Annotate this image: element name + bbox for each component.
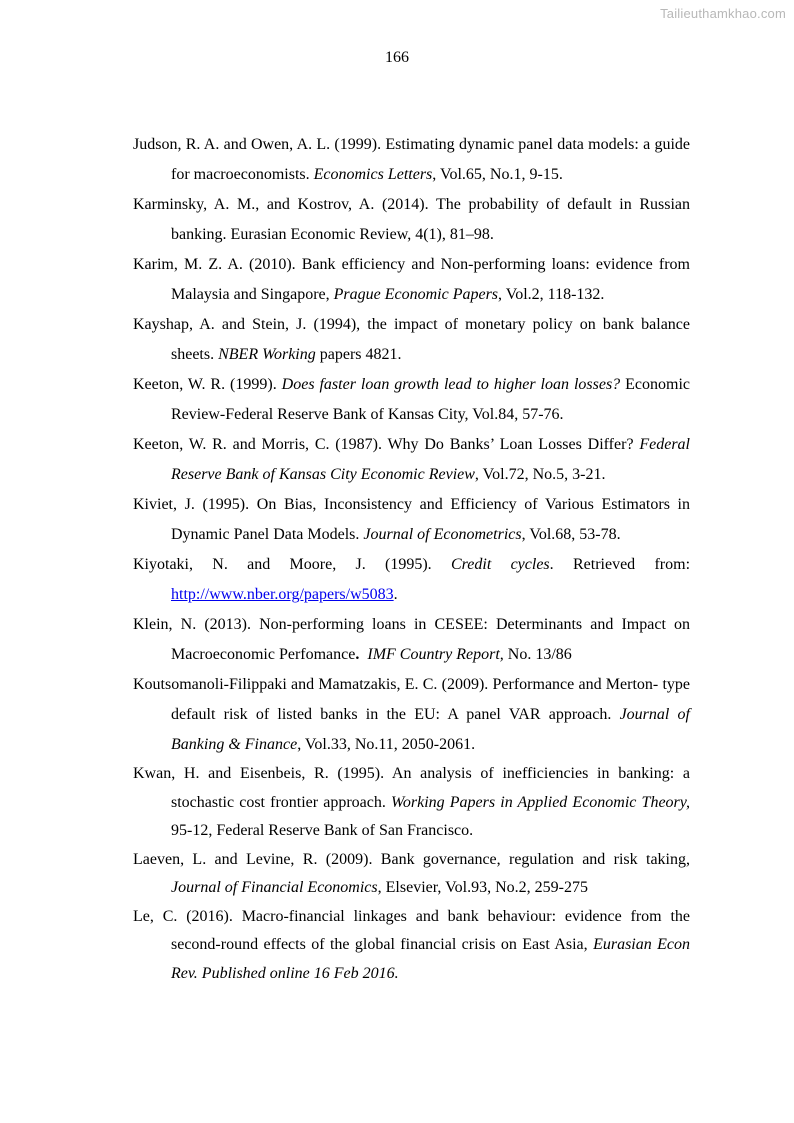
journal-title: Journal of Econometrics bbox=[363, 526, 522, 543]
reference-text: , Vol.33, No.11, 2050-2061. bbox=[297, 736, 476, 753]
reference-item bbox=[133, 670, 690, 760]
reference-item bbox=[133, 490, 690, 550]
reference-text: , Vol.68, 53-78. bbox=[521, 526, 621, 543]
reference-text: Laeven, L. and Levine, R. (2009). Bank governance, regulation and risk taking, bbox=[133, 850, 690, 868]
article-title: Does faster loan growth lead to higher loan losses? bbox=[281, 376, 621, 393]
reference-item bbox=[133, 550, 690, 610]
reference-item bbox=[133, 130, 690, 190]
reference-text: , Vol.65, No.1, 9-15. bbox=[432, 166, 563, 183]
reference-text: . Retrieved from: bbox=[549, 556, 691, 573]
article-title: Credit cycles bbox=[450, 556, 550, 573]
journal-title: Working Papers in Applied Economic Theory, bbox=[391, 793, 690, 811]
reference-text: 95-12, Federal Reserve Bank of San Francisco. bbox=[171, 822, 474, 839]
reference-text: papers 4821. bbox=[315, 346, 402, 363]
reference-item bbox=[133, 760, 690, 846]
journal-title: Journal of Banking & Finance bbox=[171, 706, 690, 753]
reference-text: , Vol.2, 118-132. bbox=[498, 286, 605, 303]
reference-item bbox=[133, 310, 690, 370]
reference-text: , Elsevier, Vol.93, No.2, 259-275 bbox=[377, 879, 588, 896]
reference-text: . bbox=[393, 586, 398, 603]
reference-text: Kayshap, A. and Stein, J. (1994), the impact of monetary policy on bank balance sheets. bbox=[133, 316, 690, 363]
reference-item bbox=[133, 610, 690, 670]
reference-text: Kwan, H. and Eisenbeis, R. (1995). An analysis of inefficiencies in banking: a stochastic cost frontier approach. bbox=[133, 765, 690, 811]
journal-title: Economics Letters bbox=[313, 166, 433, 183]
reference-item bbox=[133, 250, 690, 310]
reference-text: Klein, N. (2013). Non-performing loans in CESEE: Determinants and Impact on Macroeconomic Perfomance bbox=[133, 616, 690, 663]
reference-item bbox=[133, 370, 690, 430]
reference-text: Kiviet, J. (1995). On Bias, Inconsistency and Efficiency of Various Estimators in Dynamic Panel Data Models. bbox=[133, 496, 690, 543]
reference-list bbox=[133, 130, 690, 988]
reference-item bbox=[133, 430, 690, 490]
reference-link[interactable]: http://www.nber.org/papers/w5083 bbox=[171, 586, 394, 603]
reference-text: Keeton, W. R. (1999). bbox=[133, 376, 282, 393]
reference-text: Judson, R. A. and Owen, A. L. (1999). Estimating dynamic panel data models: a guide for macroeconomists. bbox=[133, 136, 690, 183]
reference-item bbox=[133, 903, 690, 989]
journal-title: NBER Working bbox=[218, 346, 316, 363]
reference-text: Karim, M. Z. A. (2010). Bank efficiency and Non-performing loans: evidence from Malaysia and Singapore, bbox=[133, 256, 690, 303]
watermark: Tailieuthamkhao.com bbox=[660, 6, 786, 21]
reference-text: Kiyotaki, N. and Moore, J. (1995). bbox=[133, 556, 451, 573]
reference-text: No. 13/86 bbox=[503, 646, 572, 663]
journal-title: Prague Economic Papers bbox=[333, 286, 499, 303]
journal-title: Eurasian Econ Rev. Published online 16 Feb 2016. bbox=[171, 936, 691, 982]
reference-punctuation: . bbox=[355, 646, 360, 663]
reference-item bbox=[133, 190, 690, 250]
reference-text: Karminsky, A. M., and Kostrov, A. (2014). The probability of default in Russian banking. Eurasian Economic Review, 4(1), 81–98. bbox=[133, 196, 690, 243]
journal-title: Journal of Financial Economics bbox=[171, 879, 378, 896]
reference-text: Le, C. (2016). Macro-financial linkages and bank behaviour: evidence from the second-round effects of the global financial crisis on East Asia, bbox=[133, 907, 690, 953]
journal-title: Federal Reserve Bank of Kansas City Economic Review bbox=[171, 436, 690, 483]
reference-text: Economic Review-Federal Reserve Bank of Kansas City, Vol.84, 57-76. bbox=[171, 376, 690, 423]
page-number: 166 bbox=[385, 49, 409, 66]
reference-text: , Vol.72, No.5, 3-21. bbox=[474, 466, 606, 483]
reference-text: Keeton, W. R. and Morris, C. (1987). Why Do Banks’ Loan Losses Differ? bbox=[133, 436, 640, 453]
reference-text: Koutsomanoli-Filippaki and Mamatzakis, E. C. (2009). Performance and Merton- type default risk of listed banks in the EU: A panel VAR approach. bbox=[133, 676, 690, 723]
journal-title: IMF Country Report, bbox=[367, 646, 504, 663]
reference-item bbox=[133, 846, 690, 903]
